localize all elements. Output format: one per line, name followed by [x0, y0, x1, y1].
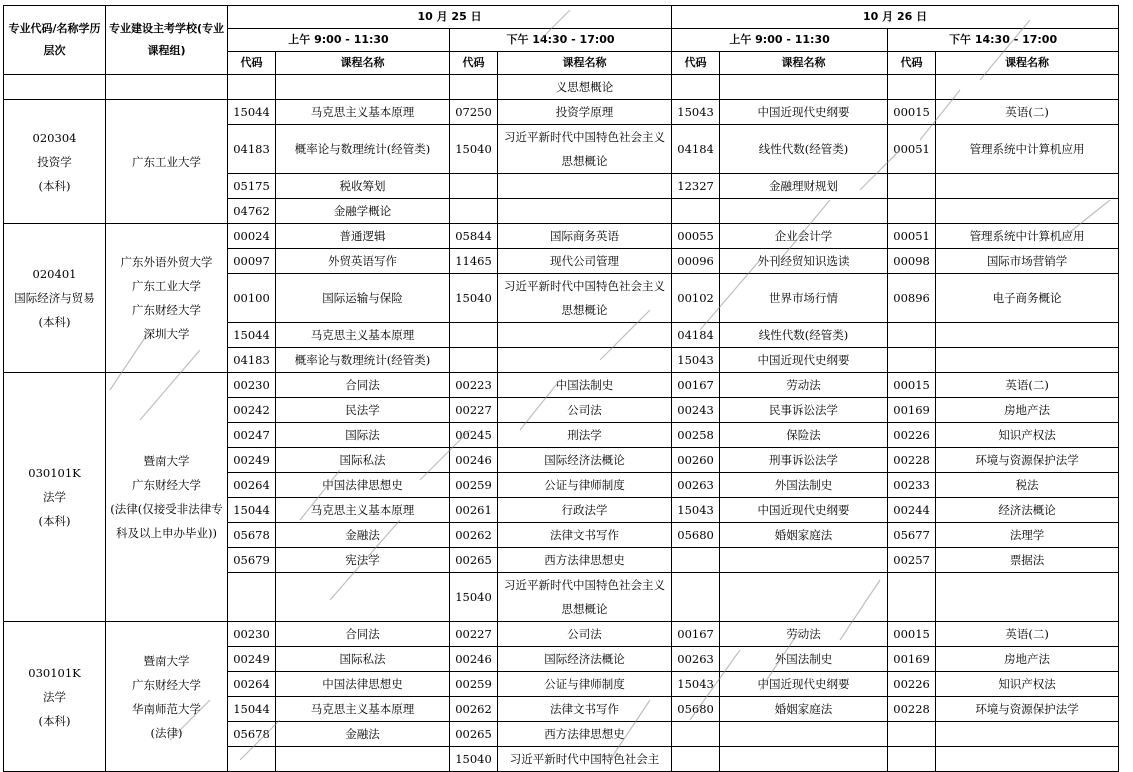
course-name-cell: 国际运输与保险 — [276, 274, 450, 323]
course-name-cell: 国际经济法概论 — [498, 647, 672, 672]
course-code-cell: 00264 — [228, 672, 276, 697]
course-code-cell: 00264 — [228, 473, 276, 498]
course-code-cell: 00249 — [228, 448, 276, 473]
course-name-cell: 金融理财规划 — [720, 174, 888, 199]
course-name-cell: 行政法学 — [498, 498, 672, 523]
course-name-cell: 中国近现代史纲要 — [720, 498, 888, 523]
course-name-cell: 现代公司管理 — [498, 249, 672, 274]
school-line: 广东财经大学 — [132, 478, 201, 492]
course-code-cell: 05680 — [672, 697, 720, 722]
school-cell — [106, 100, 228, 224]
course-code-cell: 00098 — [888, 249, 936, 274]
course-name-cell: 国际经济法概论 — [498, 448, 672, 473]
course-name-cell: 婚姻家庭法 — [720, 697, 888, 722]
course-code-cell: 00246 — [450, 448, 498, 473]
course-name-cell: 税收筹划 — [276, 174, 450, 199]
course-name-cell: 中国近现代史纲要 — [720, 348, 888, 373]
course-name-cell — [720, 199, 888, 224]
course-code-cell: 15040 — [450, 274, 498, 323]
course-code-cell: 00896 — [888, 274, 936, 323]
course-code-cell: 00226 — [888, 672, 936, 697]
course-name-cell — [720, 573, 888, 622]
course-code-cell: 00167 — [672, 373, 720, 398]
course-code-cell: 00261 — [450, 498, 498, 523]
course-code-cell: 00259 — [450, 672, 498, 697]
school-line: 广东工业大学 — [132, 279, 201, 293]
course-code-cell: 04184 — [672, 125, 720, 174]
course-name-cell: 投资学原理 — [498, 100, 672, 125]
course-code-cell — [888, 174, 936, 199]
school-line: 广东工业大学 — [132, 154, 201, 169]
course-name-cell: 保险法 — [720, 423, 888, 448]
course-name-cell — [498, 348, 672, 373]
course-name-cell: 房地产法 — [936, 398, 1119, 423]
course-name-cell: 劳动法 — [720, 373, 888, 398]
code-header: 代码 — [672, 52, 720, 75]
course-code-cell — [672, 548, 720, 573]
table-row — [4, 100, 1119, 125]
course-name-cell: 税法 — [936, 473, 1119, 498]
table-row — [4, 224, 1119, 249]
course-name-cell — [276, 573, 450, 622]
course-code-cell: 00226 — [888, 423, 936, 448]
course-name-cell: 经济法概论 — [936, 498, 1119, 523]
code-header: 代码 — [450, 52, 498, 75]
course-code-cell: 00227 — [450, 398, 498, 423]
course-code-cell: 05679 — [228, 548, 276, 573]
course-name-cell: 世界市场行情 — [720, 274, 888, 323]
course-code-cell — [672, 747, 720, 772]
course-code-cell: 12327 — [672, 174, 720, 199]
course-code-cell — [888, 199, 936, 224]
course-name-cell: 企业会计学 — [720, 224, 888, 249]
course-name-header: 课程名称 — [276, 52, 450, 75]
course-name-cell: 中国法制史 — [498, 373, 672, 398]
major-line: (本科) — [38, 315, 71, 329]
day2-header: 10 月 26 日 — [672, 6, 1119, 29]
continued-row — [4, 75, 1119, 100]
table-body — [4, 75, 1119, 772]
course-name-cell: 公司法 — [498, 622, 672, 647]
course-name-cell: 公司法 — [498, 398, 672, 423]
course-name-cell: 劳动法 — [720, 622, 888, 647]
course-code-cell: 15044 — [228, 697, 276, 722]
course-code-cell — [672, 722, 720, 747]
course-code-cell: 00169 — [888, 647, 936, 672]
course-code-cell: 15044 — [228, 323, 276, 348]
course-name-cell — [936, 722, 1119, 747]
course-code-cell — [888, 348, 936, 373]
course-name-cell: 中国近现代史纲要 — [720, 100, 888, 125]
course-name-cell — [936, 573, 1119, 622]
major-line: 030101K — [28, 665, 81, 680]
day2-am-header: 上午 9:00 - 11:30 — [672, 29, 888, 52]
course-code-cell: 00263 — [672, 473, 720, 498]
course-code-cell: 00102 — [672, 274, 720, 323]
school-cell — [106, 622, 228, 772]
course-code-cell: 00051 — [888, 125, 936, 174]
course-code-cell: 15043 — [672, 498, 720, 523]
course-name-cell: 外国法制史 — [720, 473, 888, 498]
course-name-cell: 环境与资源保护法学 — [936, 448, 1119, 473]
table-header — [4, 6, 1119, 75]
course-code-cell: 15044 — [228, 100, 276, 125]
course-code-cell: 00263 — [672, 647, 720, 672]
course-code-cell: 00259 — [450, 473, 498, 498]
major-line: 投资学 — [37, 154, 72, 169]
course-name-cell: 马克思主义基本原理 — [276, 697, 450, 722]
course-code-cell: 15043 — [672, 348, 720, 373]
day1-am-header: 上午 9:00 - 11:30 — [228, 29, 450, 52]
major-line: 030101K — [28, 466, 81, 480]
course-code-cell: 05678 — [228, 722, 276, 747]
major-line: (本科) — [38, 713, 71, 728]
major-line: (本科) — [38, 178, 71, 193]
course-name-cell: 婚姻家庭法 — [720, 523, 888, 548]
course-name-cell: 民事诉讼法学 — [720, 398, 888, 423]
day2-pm-header: 下午 14:30 - 17:00 — [888, 29, 1119, 52]
course-name-cell: 习近平新时代中国特色社会主义思想概论 — [498, 125, 672, 174]
course-code-cell: 00249 — [228, 647, 276, 672]
course-name-cell — [498, 199, 672, 224]
course-code-cell: 15040 — [450, 747, 498, 772]
school-cell — [106, 373, 228, 622]
course-name-cell: 管理系统中计算机应用 — [936, 125, 1119, 174]
code-header: 代码 — [888, 52, 936, 75]
course-name-cell: 房地产法 — [936, 647, 1119, 672]
course-code-cell: 05175 — [228, 174, 276, 199]
course-code-cell: 07250 — [450, 100, 498, 125]
course-code-cell: 00100 — [228, 274, 276, 323]
course-code-cell: 00260 — [672, 448, 720, 473]
course-name-cell: 西方法律思想史 — [498, 548, 672, 573]
course-name-cell: 法律文书写作 — [498, 523, 672, 548]
major-line: 国际经济与贸易 — [14, 291, 95, 305]
course-code-cell: 00262 — [450, 523, 498, 548]
course-name-cell: 金融法 — [276, 722, 450, 747]
course-code-cell: 15043 — [672, 100, 720, 125]
course-code-cell: 05844 — [450, 224, 498, 249]
table-row — [4, 622, 1119, 647]
course-name-cell: 普通逻辑 — [276, 224, 450, 249]
course-code-cell: 04183 — [228, 348, 276, 373]
course-name-cell: 宪法学 — [276, 548, 450, 573]
course-code-cell — [450, 348, 498, 373]
course-code-cell — [450, 323, 498, 348]
exam-schedule-table — [3, 5, 1119, 772]
course-name-cell: 管理系统中计算机应用 — [936, 224, 1119, 249]
course-code-cell: 00244 — [888, 498, 936, 523]
major-line: (本科) — [38, 514, 71, 528]
course-code-cell: 00245 — [450, 423, 498, 448]
course-name-cell: 义思想概论 — [498, 75, 672, 100]
course-name-cell: 线性代数(经管类) — [720, 125, 888, 174]
major-line: 法学 — [43, 490, 66, 504]
course-code-cell — [228, 573, 276, 622]
course-code-cell: 00167 — [672, 622, 720, 647]
course-code-cell — [450, 174, 498, 199]
course-code-cell: 15043 — [672, 672, 720, 697]
course-name-cell — [936, 174, 1119, 199]
course-code-cell: 11465 — [450, 249, 498, 274]
course-name-cell: 习近平新时代中国特色社会主义思想概论 — [498, 573, 672, 622]
course-name-cell — [498, 323, 672, 348]
course-name-header: 课程名称 — [936, 52, 1119, 75]
course-code-cell — [888, 323, 936, 348]
course-name-cell: 知识产权法 — [936, 672, 1119, 697]
course-name-cell: 英语(二) — [936, 373, 1119, 398]
course-name-cell: 概率论与数理统计(经管类) — [276, 348, 450, 373]
course-name-cell: 金融学概论 — [276, 199, 450, 224]
course-name-cell: 英语(二) — [936, 622, 1119, 647]
course-name-cell: 环境与资源保护法学 — [936, 697, 1119, 722]
course-code-cell: 00228 — [888, 697, 936, 722]
course-code-cell: 00097 — [228, 249, 276, 274]
course-code-cell: 00246 — [450, 647, 498, 672]
course-code-cell: 00051 — [888, 224, 936, 249]
course-name-cell: 外贸英语写作 — [276, 249, 450, 274]
course-code-cell: 00242 — [228, 398, 276, 423]
course-code-cell: 05678 — [228, 523, 276, 548]
course-code-cell: 00228 — [888, 448, 936, 473]
school-header: 专业建设主考学校(专业课程组) — [106, 6, 228, 75]
course-name-cell: 中国法律思想史 — [276, 672, 450, 697]
course-name-cell: 刑法学 — [498, 423, 672, 448]
course-code-cell: 00055 — [672, 224, 720, 249]
course-code-cell: 15040 — [450, 125, 498, 174]
major-header: 专业代码/名称学历层次 — [4, 6, 106, 75]
course-name-cell: 马克思主义基本原理 — [276, 100, 450, 125]
course-name-cell: 概率论与数理统计(经管类) — [276, 125, 450, 174]
course-name-header: 课程名称 — [720, 52, 888, 75]
course-code-cell: 00265 — [450, 722, 498, 747]
day1-pm-header: 下午 14:30 - 17:00 — [450, 29, 672, 52]
course-code-cell: 00223 — [450, 373, 498, 398]
major-cell — [4, 100, 106, 224]
course-name-cell: 习近平新时代中国特色社会主义思想概论 — [498, 274, 672, 323]
major-cell — [4, 224, 106, 373]
course-code-cell — [672, 199, 720, 224]
school-line: 暨南大学 — [143, 653, 190, 668]
course-name-cell: 英语(二) — [936, 100, 1119, 125]
course-name-cell: 公证与律师制度 — [498, 672, 672, 697]
course-code-cell: 00230 — [228, 373, 276, 398]
course-name-header: 课程名称 — [498, 52, 672, 75]
school-line: 广东财经大学 — [132, 303, 201, 317]
course-code-cell: 00257 — [888, 548, 936, 573]
course-name-cell — [720, 548, 888, 573]
course-name-cell: 法理学 — [936, 523, 1119, 548]
course-name-cell: 中国近现代史纲要 — [720, 672, 888, 697]
course-name-cell — [936, 323, 1119, 348]
major-cell — [4, 622, 106, 772]
course-name-cell: 电子商务概论 — [936, 274, 1119, 323]
course-code-cell — [888, 747, 936, 772]
course-code-cell: 15040 — [450, 573, 498, 622]
course-code-cell: 05677 — [888, 523, 936, 548]
school-line: 广东外语外贸大学 — [120, 255, 213, 269]
course-code-cell: 00015 — [888, 622, 936, 647]
course-name-cell: 法律文书写作 — [498, 697, 672, 722]
course-name-cell: 西方法律思想史 — [498, 722, 672, 747]
course-code-cell: 04184 — [672, 323, 720, 348]
course-code-cell: 00233 — [888, 473, 936, 498]
course-code-cell: 05680 — [672, 523, 720, 548]
course-code-cell — [450, 199, 498, 224]
major-cell — [4, 373, 106, 622]
course-name-cell: 国际私法 — [276, 647, 450, 672]
course-name-cell: 金融法 — [276, 523, 450, 548]
course-code-cell: 00015 — [888, 373, 936, 398]
course-name-cell: 票据法 — [936, 548, 1119, 573]
course-name-cell: 合同法 — [276, 622, 450, 647]
day1-header: 10 月 25 日 — [228, 6, 672, 29]
course-name-cell: 知识产权法 — [936, 423, 1119, 448]
code-header: 代码 — [228, 52, 276, 75]
course-name-cell: 合同法 — [276, 373, 450, 398]
course-code-cell: 04762 — [228, 199, 276, 224]
table-row — [4, 373, 1119, 398]
course-code-cell: 00243 — [672, 398, 720, 423]
course-code-cell: 00015 — [888, 100, 936, 125]
course-name-cell: 外刊经贸知识选读 — [720, 249, 888, 274]
course-code-cell: 00265 — [450, 548, 498, 573]
course-name-cell — [720, 747, 888, 772]
course-name-cell: 国际法 — [276, 423, 450, 448]
course-name-cell: 马克思主义基本原理 — [276, 498, 450, 523]
course-code-cell — [228, 747, 276, 772]
school-line: 暨南大学 — [143, 454, 190, 468]
school-line: 深圳大学 — [143, 327, 190, 341]
course-name-cell: 国际商务英语 — [498, 224, 672, 249]
course-code-cell: 00024 — [228, 224, 276, 249]
course-name-cell: 中国法律思想史 — [276, 473, 450, 498]
course-name-cell — [936, 747, 1119, 772]
course-code-cell: 00230 — [228, 622, 276, 647]
course-name-cell: 国际市场营销学 — [936, 249, 1119, 274]
course-code-cell: 00262 — [450, 697, 498, 722]
course-name-cell: 习近平新时代中国特色社会主 — [498, 747, 672, 772]
school-line: 广东财经大学 — [132, 677, 201, 692]
major-line: 020401 — [32, 267, 77, 281]
school-line: 华南师范大学 — [132, 701, 201, 716]
course-code-cell: 00096 — [672, 249, 720, 274]
major-line: 020304 — [32, 130, 77, 145]
course-code-cell: 00227 — [450, 622, 498, 647]
course-name-cell: 线性代数(经管类) — [720, 323, 888, 348]
course-name-cell: 马克思主义基本原理 — [276, 323, 450, 348]
course-name-cell — [276, 747, 450, 772]
course-code-cell — [888, 722, 936, 747]
course-code-cell: 00247 — [228, 423, 276, 448]
course-code-cell — [888, 573, 936, 622]
school-line: (法律(仅接受非法律专科及以上申办毕业)) — [110, 502, 223, 540]
course-name-cell: 外国法制史 — [720, 647, 888, 672]
course-name-cell — [936, 199, 1119, 224]
course-name-cell — [720, 722, 888, 747]
major-line: 法学 — [43, 689, 66, 704]
course-name-cell: 民法学 — [276, 398, 450, 423]
course-name-cell: 国际私法 — [276, 448, 450, 473]
course-name-cell: 公证与律师制度 — [498, 473, 672, 498]
course-code-cell — [672, 573, 720, 622]
course-code-cell: 15044 — [228, 498, 276, 523]
course-name-cell: 刑事诉讼法学 — [720, 448, 888, 473]
course-name-cell — [498, 174, 672, 199]
school-cell — [106, 224, 228, 373]
course-name-cell — [936, 348, 1119, 373]
course-code-cell: 04183 — [228, 125, 276, 174]
course-code-cell: 00258 — [672, 423, 720, 448]
school-line: (法律) — [150, 725, 183, 740]
course-code-cell: 00169 — [888, 398, 936, 423]
